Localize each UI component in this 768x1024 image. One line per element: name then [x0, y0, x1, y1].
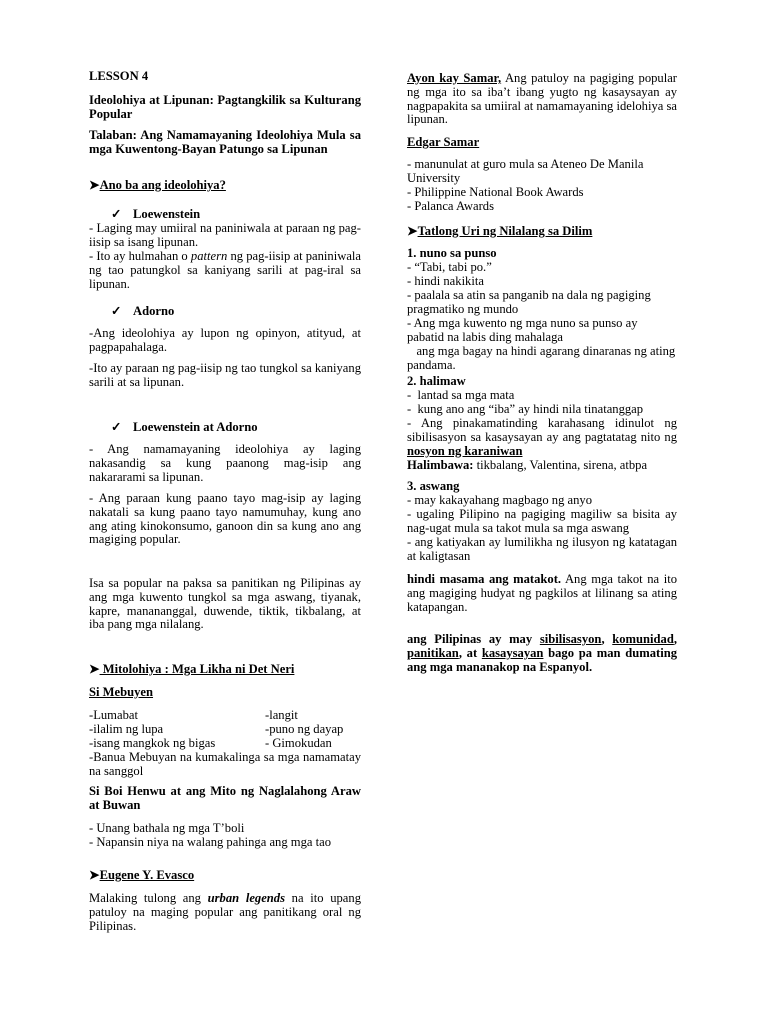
nuno-point-3: - paalala sa atin sa panganib na dala ng pagiging pragmatiko ng mundo	[407, 288, 651, 316]
boi-point-1: - Unang bathala ng mga T’boli	[89, 821, 245, 835]
pair-row: -isang mangkok ng bigas - Gimokudan	[89, 735, 332, 750]
halimaw-point-3: - Ang pinakamatinding karahasang idinulot ng sibilisasyon sa kasaysayan ay ang pagtatatag nito ng nosyon ng karaniwan	[407, 416, 677, 458]
arrow-bullet-icon: ➤	[89, 178, 100, 192]
talaban-heading: Talaban: Ang Namamayaning Ideolohiya Mula sa mga Kuwentong-Bayan Patungo sa Lipunan	[89, 128, 361, 156]
check-icon: ✓	[111, 207, 122, 221]
nuno-point-5: ang mga bagay na hindi agarang dinaranas ng ating pandama.	[407, 344, 679, 372]
nuno-heading: 1. nuno sa punso	[407, 246, 497, 260]
banua-line: -Banua Mebuyan na kumakalinga sa mga namamatay na sanggol	[89, 750, 361, 778]
aswang-point-2: - ugaling Pilipino na pagiging magiliw sa bisita ay nag-ugat mula sa takot mula sa mga aswang	[407, 507, 677, 535]
arrow-bullet-icon: ➤	[407, 224, 418, 238]
aswang-point-1: - may kakayahang magbago ng anyo	[407, 493, 592, 507]
adorno-point-2: -Ito ay paraan ng pag-iisip ng tao tungkol sa kaniyang sarili at sa lipunan.	[89, 361, 361, 389]
halimaw-heading: 2. halimaw	[407, 374, 466, 388]
popular-paragraph: Isa sa popular na paksa sa panitikan ng Pilipinas ay ang mga kuwento tungkol sa mga aswang, tiyanak, kapre, manananggal, duwende, tiktik, tikbalang, at iba pang mga nilalang.	[89, 576, 361, 632]
lesson-title: Ideolohiya at Lipunan: Pagtangkilik sa Kulturang Popular	[89, 93, 361, 121]
pair-row: -ilalim ng lupa -puno ng dayap	[89, 721, 344, 736]
boi-point-2: - Napansin niya na walang pahinga ang mga tao	[89, 835, 331, 849]
nuno-point-2: - hindi nakikita	[407, 274, 484, 288]
halimaw-point-2: - kung ano ang “iba” ay hindi nila tinatanggap	[407, 402, 644, 416]
edgar-point-3: - Palanca Awards	[407, 199, 494, 213]
loewenstein-adorno-point-2: - Ang paraan kung paano tayo mag-isip ay laging nakatali sa kung paano tayo namumuhay, kung ano ang ating kinokonsumo, ganoon din sa kung ano ang magiging popular.	[89, 491, 361, 547]
loewenstein-adorno-point-1: - Ang namamayaning ideolohiya ay laging nakasandig sa kung paanong mag-isip ang nakararami sa lipunan.	[89, 442, 361, 484]
evasco-paragraph: Malaking tulong ang urban legends na ito upang patuloy na maging popular ang panitikang oral ng Pilipinas.	[89, 891, 361, 933]
edgar-point-1: - manunulat at guro mula sa Ateneo De Manila University	[407, 157, 644, 185]
loewenstein-point-2: - Ito ay hulmahan o pattern ng pag-iisip at paniniwala ng tao patungkol sa kaniyang sarili at pag-iral sa lipunan.	[89, 249, 361, 291]
evasco-heading: ➤Eugene Y. Evasco	[89, 868, 195, 882]
adorno-heading: ✓ Adorno	[111, 304, 175, 318]
mitolohiya-heading: ➤ Mitolohiya : Mga Likha ni Det Neri	[89, 662, 295, 676]
loewenstein-adorno-heading: ✓ Loewenstein at Adorno	[111, 420, 258, 434]
question-heading: ➤Ano ba ang ideolohiya?	[89, 178, 226, 192]
adorno-point-1: -Ang ideolohiya ay lupon ng opinyon, atityud, at pagpapahalaga.	[89, 326, 361, 354]
check-icon: ✓	[111, 304, 122, 318]
mebuyen-pairs	[89, 709, 361, 750]
edgar-samar-heading: Edgar Samar	[407, 135, 480, 149]
aswang-point-3: - ang katiyakan ay lumilikha ng ilusyon ng katatagan at kaligtasan	[407, 535, 677, 563]
lesson-label: LESSON 4	[89, 69, 149, 83]
mebuyen-heading: Si Mebuyen	[89, 685, 154, 699]
tatlong-uri-heading: ➤Tatlong Uri ng Nilalang sa Dilim	[407, 224, 593, 238]
matakot-paragraph: hindi masama ang matakot. Ang mga takot na ito ang magiging hudyat ng pagkilos at lilinang sa ating katapangan.	[407, 572, 678, 614]
arrow-bullet-icon: ➤	[89, 868, 100, 882]
boi-henwu-heading: Si Boi Henwu at ang Mito ng Naglalahong Araw at Buwan	[89, 784, 361, 812]
aswang-heading: 3. aswang	[407, 479, 460, 493]
nuno-point-4: - Ang mga kuwento ng mga nuno sa punso ay pabatid na labis ding mahalaga	[407, 316, 638, 344]
halimaw-point-1: - lantad sa mga mata	[407, 388, 515, 402]
edgar-point-2: - Philippine National Book Awards	[407, 185, 584, 199]
pair-row: -Lumabat -langit	[89, 708, 298, 722]
nuno-point-1: - “Tabi, tabi po.”	[407, 260, 492, 274]
arrow-bullet-icon: ➤	[89, 662, 100, 676]
final-paragraph: ang Pilipinas ay may sibilisasyon, komunidad, panitikan, at kasaysayan bago pa man dumating ang mga mananakop na Espanyol.	[407, 632, 678, 674]
samar-paragraph: Ayon kay Samar, Ang patuloy na pagiging popular ng mga ito sa iba’t ibang yugto ng kasaysayan ay nagpapakita sa umiiral at namamayaning idelohiya sa lipunan.	[407, 71, 677, 127]
loewenstein-point-1: - Laging may umiiral na paniniwala at paraan ng pag-iisip sa isang lipunan.	[89, 221, 361, 249]
halimaw-example: Halimbawa: tikbalang, Valentina, sirena, atbpa	[407, 458, 648, 472]
check-icon: ✓	[111, 420, 122, 434]
loewenstein-heading: ✓ Loewenstein	[111, 207, 201, 221]
